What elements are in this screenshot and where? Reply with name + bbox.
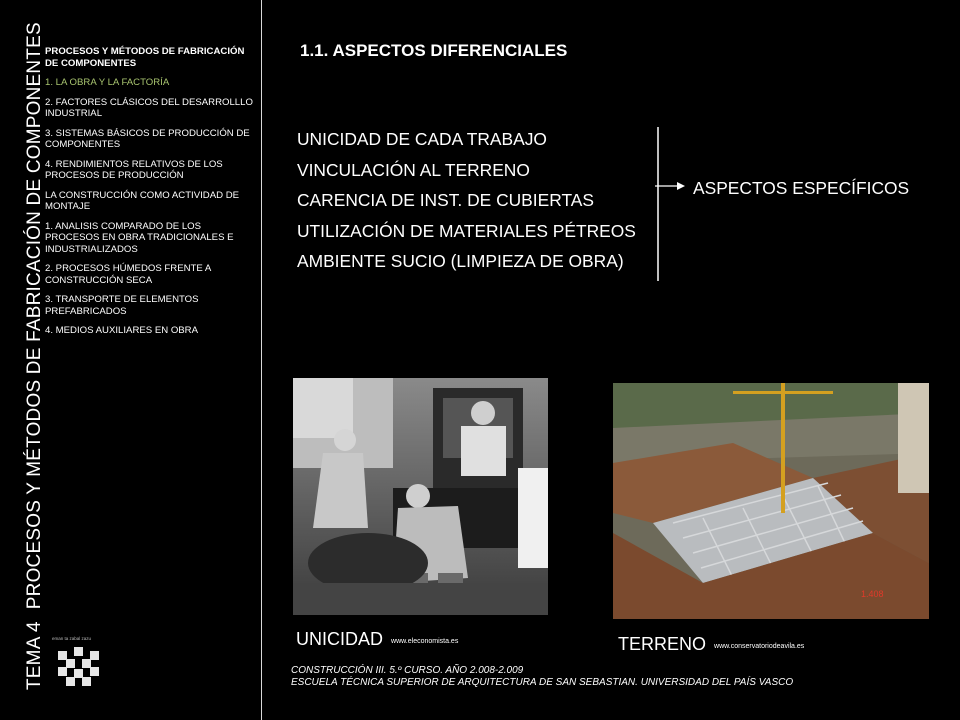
outline-item[interactable]: 3. SISTEMAS BÁSICOS DE PRODUCCIÓN DE COMPONENTES: [45, 127, 250, 150]
outline-item[interactable]: LA CONSTRUCCIÓN COMO ACTIVIDAD DE MONTAJE: [45, 189, 240, 212]
outline-item[interactable]: 2. FACTORES CLÁSICOS DEL DESARROLLLO INDUSTRIAL: [45, 96, 253, 119]
footer-course: CONSTRUCCIÓN III. 5.º CURSO. AÑO 2.008-2.009: [291, 665, 524, 676]
outline-item[interactable]: 2. PROCESOS HÚMEDOS FRENTE A CONSTRUCCIÓN SECA: [45, 263, 211, 286]
vertical-title-main: PROCESOS Y MÉTODOS DE FABRICACIÓN DE COMPONENTES: [24, 22, 45, 610]
outline-item-current[interactable]: 1. LA OBRA Y LA FACTORÍA: [45, 77, 170, 88]
footer: [291, 665, 793, 689]
section-title: 1.1. ASPECTOS DIFERENCIALES: [300, 41, 568, 60]
source-link-1[interactable]: www.eleconomista.es: [391, 638, 459, 645]
specific-aspects-label: ASPECTOS ESPECÍFICOS: [693, 178, 910, 198]
outline-heading: PROCESOS Y MÉTODOS DE FABRICACIÓN DE COMPONENTES: [45, 46, 245, 69]
list-item: VINCULACIÓN AL TERRENO: [297, 159, 530, 180]
logo-text: eman ta zabal zazu: [52, 636, 92, 641]
footer-school: ESCUELA TÉCNICA SUPERIOR DE ARQUITECTURA DE SAN SEBASTIAN. UNIVERSIDAD DEL PAÍS VASCO: [291, 677, 794, 688]
list-item: CARENCIA DE INST. DE CUBIERTAS: [297, 190, 594, 211]
list-item: UTILIZACIÓN DE MATERIALES PÉTREOS: [297, 220, 636, 241]
source-link-2[interactable]: www.conservatoriodeavila.es: [714, 643, 805, 650]
outline-item[interactable]: 4. RENDIMIENTOS RELATIVOS DE LOS PROCESOS DE PRODUCCIÓN: [45, 158, 223, 181]
outline-item[interactable]: 1. ANALISIS COMPARADO DE LOS PROCESOS EN OBRA TRADICIONALES E INDUSTRIALIZADOS: [45, 220, 234, 255]
construction-site-photo: [613, 383, 929, 619]
arrow-right-icon: [655, 180, 685, 192]
university-logo: [50, 633, 106, 693]
outline-item[interactable]: 3. TRANSPORTE DE ELEMENTOS PREFABRICADOS: [45, 294, 199, 317]
vertical-title: [0, 0, 48, 720]
sidebar-divider: [261, 0, 262, 720]
grouping-bracket: [657, 127, 659, 281]
workers-photo: [293, 378, 548, 615]
list-item: UNICIDAD DE CADA TRABAJO: [297, 129, 547, 149]
outline-item[interactable]: 4. MEDIOS AUXILIARES EN OBRA: [45, 325, 199, 336]
list-item: AMBIENTE SUCIO (LIMPIEZA DE OBRA): [297, 251, 624, 272]
photo-stamp: 1.408: [861, 589, 884, 599]
caption-unicidad: UNICIDAD www.eleconomista.es: [296, 629, 459, 649]
course-outline: [45, 46, 255, 345]
differential-aspects-list: [297, 124, 636, 277]
vertical-title-tema: TEMA 4: [24, 621, 45, 690]
caption-terreno: TERRENO www.conservatoriodeavila.es: [618, 634, 805, 654]
